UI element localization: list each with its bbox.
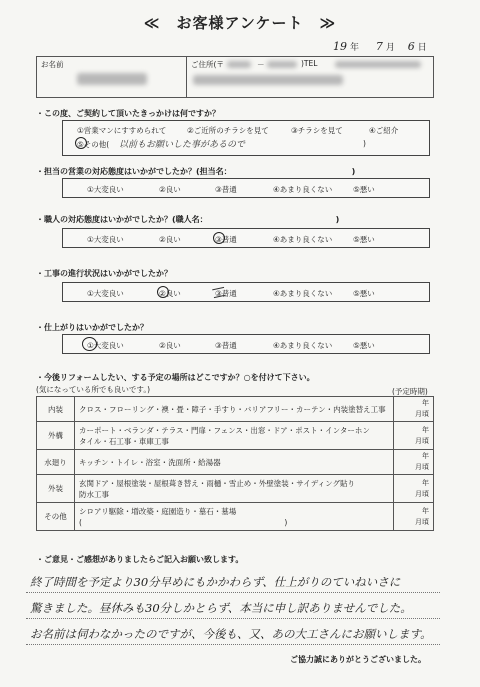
table-row <box>37 450 434 475</box>
month-label: 月頃 <box>415 463 429 471</box>
q2-option-2[interactable]: ②良い <box>159 185 181 194</box>
q2-options-box <box>62 178 430 198</box>
other-items-2: ( ) <box>79 517 288 527</box>
feedback-text-1: 終了時間を予定より30分早めにもかかわらず、仕上がりのていねいさに <box>30 575 401 589</box>
table-row <box>37 422 434 450</box>
table-row <box>37 475 434 503</box>
year-label: 年 <box>422 506 429 515</box>
month-label: 月頃 <box>415 517 429 526</box>
redacted-address <box>193 75 343 85</box>
q4-option-1[interactable]: ①大変良い <box>87 289 124 298</box>
q5-option-3[interactable]: ③普通 <box>215 341 237 350</box>
q4-option-3[interactable]: ③普通 <box>215 289 237 298</box>
q5-option-4[interactable]: ④あまり良くない <box>273 341 333 350</box>
q3-selected-circle <box>213 232 225 244</box>
q1-option-2[interactable]: ②ご近所のチラシを見て <box>187 126 269 135</box>
thanks-message: ご協力誠にありがとうございました。 <box>290 655 426 664</box>
category-plumbing: 水廻り <box>37 450 75 475</box>
address-label: ご住所(〒 <box>191 60 224 69</box>
exterior-items-1: 玄関ドア・屋根塗装・屋根葺き替え・雨樋・雪止め・外壁塗装・サイディング貼り <box>79 478 355 488</box>
q2-option-1[interactable]: ①大変良い <box>87 185 124 194</box>
exterior-structure-items-2: タイル・石工事・車庫工事 <box>79 436 169 446</box>
redacted-tel <box>335 61 421 68</box>
other-items[interactable] <box>75 503 394 531</box>
q5-question: ・仕上がりはいかがでしたか？ <box>36 323 148 332</box>
q5-selected-circle <box>82 337 97 351</box>
zip-dash: － <box>257 60 265 69</box>
q3-option-2[interactable]: ②良い <box>159 235 181 244</box>
exterior-items-2: 防水工事 <box>79 489 109 499</box>
year-label: 年 <box>422 452 429 460</box>
page-title: ≪ お客様アンケート ≫ <box>143 14 337 32</box>
feedback-question: ・ご意見・ご感想がありましたらご記入お願い致します。 <box>36 555 244 564</box>
q2-option-3[interactable]: ③普通 <box>215 185 237 194</box>
feedback-line-2 <box>26 618 440 619</box>
q3-close: ) <box>335 215 340 224</box>
name-label: お名前 <box>41 60 64 69</box>
name-field[interactable] <box>37 57 187 97</box>
date-year: 19 <box>333 40 347 53</box>
feedback-area[interactable] <box>26 566 440 656</box>
date-day-unit: 日 <box>417 43 427 53</box>
q2-question <box>36 166 355 177</box>
address-field[interactable] <box>187 57 433 97</box>
table-row <box>37 503 434 531</box>
category-exterior-structure: 外構 <box>37 422 75 450</box>
month-label: 月頃 <box>415 489 429 498</box>
period-header: (予定時期) <box>392 387 428 396</box>
q3-option-4[interactable]: ④あまり良くない <box>273 235 333 244</box>
month-label: 月頃 <box>415 436 429 445</box>
q4-option-5[interactable]: ⑤悪い <box>353 289 375 298</box>
plumbing-items[interactable]: キッチン・トイレ・浴室・洗面所・給湯器 <box>75 450 394 475</box>
q3-option-3[interactable]: ③普通 <box>215 235 237 244</box>
redacted-name <box>77 73 147 85</box>
other-items-1: シロアリ駆除・増改築・庭園造り・墓石・墓場 <box>79 506 237 516</box>
year-label: 年 <box>422 478 429 487</box>
q4-option-2[interactable]: ②良い <box>159 289 181 298</box>
redacted-zip-1 <box>227 61 251 68</box>
q5-option-5[interactable]: ⑤悪い <box>353 341 375 350</box>
feedback-line-1 <box>26 592 440 593</box>
feedback-text-2: 驚きました。昼休みも30分しかとらず、本当に申し訳ありませんでした。 <box>30 601 412 615</box>
q1-options-box <box>62 120 430 156</box>
date-month-unit: 月 <box>385 43 395 53</box>
q6-question: ・今後リフォームしたい、する予定の場所はどこですか？○を付けて下さい。 <box>36 373 315 382</box>
q1-option-5[interactable]: ⑤その他( <box>77 140 110 149</box>
q1-other-close: ) <box>363 139 366 148</box>
interior-period[interactable] <box>394 397 434 422</box>
table-row <box>37 397 434 422</box>
feedback-text-3: お名前は伺わなかったのですが、今後も、又、あの大工さんにお願いします。 <box>30 627 432 641</box>
survey-date <box>330 40 427 53</box>
q3-question-text: ・職人の対応態度はいかがでしたか？(職人名： <box>36 215 208 224</box>
q5-option-2[interactable]: ②良い <box>159 341 181 350</box>
date-month: 7 <box>375 40 383 53</box>
q2-option-4[interactable]: ④あまり良くない <box>273 185 333 194</box>
other-period[interactable] <box>394 503 434 531</box>
category-interior: 内装 <box>37 397 75 422</box>
q2-question-text: ・担当の営業の対応態度はいかがでしたか？(担当名： <box>36 167 232 176</box>
exterior-structure-items[interactable] <box>75 422 394 450</box>
year-label: 年 <box>422 399 429 407</box>
q1-option-4[interactable]: ④ご紹介 <box>369 126 399 135</box>
tel-label: )TEL <box>301 59 318 68</box>
q4-question: ・工事の進行状況はいかがでしたか？ <box>36 269 172 278</box>
category-other: その他 <box>37 503 75 531</box>
interior-items[interactable]: クロス・フローリング・襖・畳・障子・手すり・バリアフリー・カーテン・内装塗替え工事 <box>75 397 394 422</box>
q4-options-box <box>62 282 430 302</box>
feedback-line-3 <box>26 644 440 645</box>
q1-other-answer[interactable]: 以前もお願いした事があるので <box>119 140 246 150</box>
exterior-structure-items-1: カーポート・ベランダ・テラス・門扉・フェンス・出窓・ドア・ポスト・インターホン <box>79 425 370 435</box>
redacted-zip-2 <box>267 61 297 68</box>
q3-options-box <box>62 228 430 248</box>
month-label: 月頃 <box>415 410 429 418</box>
q6-subnote: (気になっている所でも良いです。) <box>36 385 151 394</box>
q3-question <box>36 214 339 225</box>
q4-option-4[interactable]: ④あまり良くない <box>273 289 333 298</box>
q1-selected-circle <box>75 137 87 149</box>
plumbing-period[interactable] <box>394 450 434 475</box>
q3-option-1[interactable]: ①大変良い <box>87 235 124 244</box>
date-day: 6 <box>407 40 415 53</box>
reform-table <box>36 396 434 531</box>
q1-question: ・この度、ご契約して頂いたきっかけは何ですか？ <box>36 109 220 118</box>
q5-option-1[interactable]: ①大変良い <box>87 341 124 350</box>
q1-option-3[interactable]: ③チラシを見て <box>291 126 343 135</box>
category-exterior: 外装 <box>37 475 75 503</box>
exterior-period[interactable] <box>394 475 434 503</box>
q2-option-5[interactable]: ⑤悪い <box>353 185 375 194</box>
q5-options-box <box>62 334 430 354</box>
q2-close: ) <box>351 167 356 176</box>
exterior-items[interactable] <box>75 475 394 503</box>
customer-info-box <box>36 56 434 98</box>
date-year-unit: 年 <box>350 43 360 53</box>
exterior-structure-period[interactable] <box>394 422 434 450</box>
q4-selected-circle <box>157 286 169 298</box>
q1-option-1[interactable]: ①営業マンにすすめられて <box>77 126 167 135</box>
q3-option-5[interactable]: ⑤悪い <box>353 235 375 244</box>
year-label: 年 <box>422 425 429 434</box>
